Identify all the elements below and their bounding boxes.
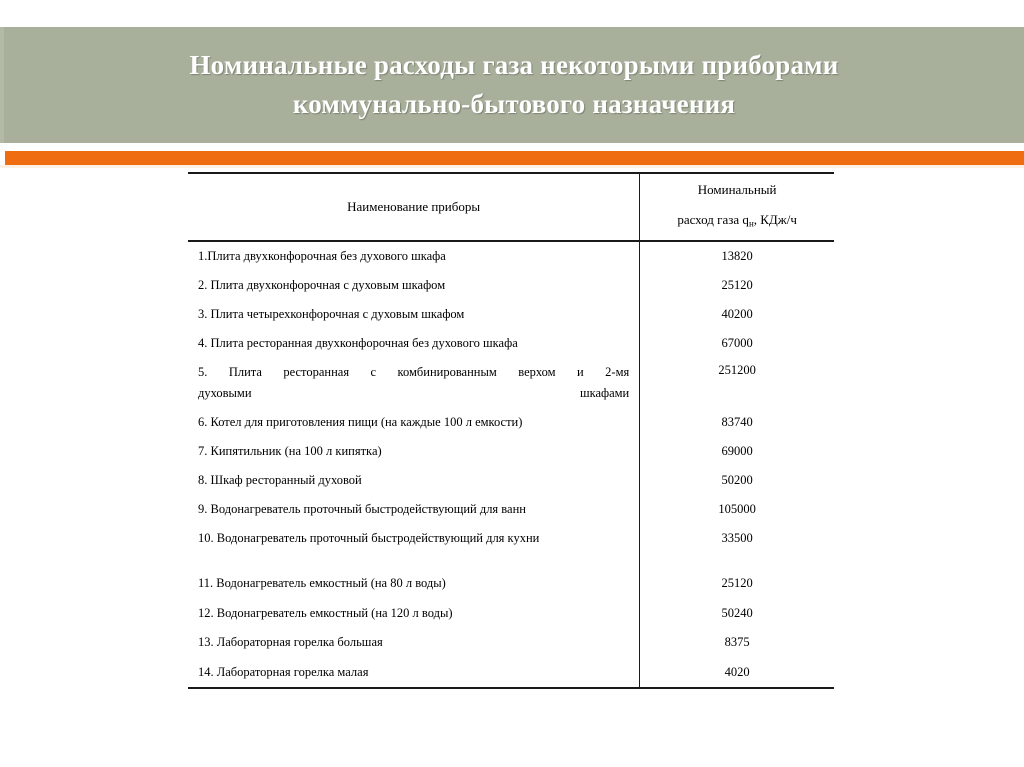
cell-appliance-name: 11. Водонагреватель емкостный (на 80 л воды) bbox=[188, 553, 640, 599]
table-row bbox=[188, 599, 834, 628]
cell-nominal-consumption: 83740 bbox=[721, 415, 753, 429]
table-row bbox=[188, 495, 834, 524]
gas-consumption-table bbox=[188, 172, 834, 689]
cell-appliance-name: 13. Лабораторная горелка большая bbox=[188, 628, 640, 657]
cell-nominal-consumption: 13820 bbox=[721, 249, 753, 263]
cell-nominal-consumption: 8375 bbox=[724, 635, 750, 649]
banner-gap bbox=[0, 143, 1024, 151]
cell-nominal-consumption: 67000 bbox=[721, 336, 753, 350]
cell-appliance-name: 7. Кипятильник (на 100 л кипятка) bbox=[188, 437, 640, 466]
cell-appliance-name: 3. Плита четырехконфорочная с духовым шкафом bbox=[188, 300, 640, 329]
column-header-line-2-suffix: , КДж/ч bbox=[753, 212, 797, 228]
table-row bbox=[188, 657, 834, 688]
table-row bbox=[188, 241, 834, 271]
page-title bbox=[84, 46, 944, 124]
cell-nominal-consumption: 25120 bbox=[721, 278, 753, 292]
cell-appliance-name: 10. Водонагреватель проточный быстродействующий для кухни bbox=[188, 524, 640, 553]
cell-nominal-consumption: 4020 bbox=[640, 657, 834, 688]
cell-appliance-name: 9. Водонагреватель проточный быстродействующий для ванн bbox=[188, 495, 640, 524]
cell-appliance-name bbox=[188, 358, 640, 408]
column-header-line-1: Номинальный bbox=[697, 182, 777, 198]
accent-divider-shadow bbox=[0, 165, 1024, 168]
cell-nominal-consumption: 25120 bbox=[721, 575, 753, 590]
table-row bbox=[188, 358, 834, 408]
cell-appliance-name: 8. Шкаф ресторанный духовой bbox=[188, 466, 640, 495]
cell-appliance-name: 12. Водонагреватель емкостный (на 120 л воды) bbox=[188, 599, 640, 628]
cell-appliance-name: 1.Плита двухконфорочная без духового шкафа bbox=[188, 241, 640, 271]
table-row bbox=[188, 524, 834, 553]
table-row bbox=[188, 437, 834, 466]
table-row bbox=[188, 553, 834, 599]
cell-nominal-consumption: 50200 bbox=[721, 473, 753, 487]
cell-nominal-consumption: 251200 bbox=[718, 363, 756, 377]
table-header-row bbox=[188, 173, 834, 241]
table-row bbox=[188, 329, 834, 358]
table-row bbox=[188, 466, 834, 495]
cell-appliance-name: 6. Котел для приготовления пищи (на каждые 100 л емкости) bbox=[188, 408, 640, 437]
cell-nominal-consumption: 40200 bbox=[721, 307, 753, 321]
gas-consumption-table-wrapper bbox=[188, 172, 834, 689]
column-header-appliance-name: Наименование приборы bbox=[188, 173, 640, 241]
column-header-line-2 bbox=[640, 205, 834, 238]
cell-nominal-consumption: 50240 bbox=[721, 606, 753, 620]
table-row bbox=[188, 408, 834, 437]
title-banner bbox=[0, 27, 1024, 143]
cell-nominal-consumption: 33500 bbox=[721, 531, 753, 545]
cell-nominal-consumption: 69000 bbox=[721, 444, 753, 458]
column-header-line-2-prefix: расход газа q bbox=[677, 212, 749, 228]
cell-appliance-name-line-1: 5. Плита ресторанная с комбинированным верхом и 2-мя bbox=[198, 365, 630, 379]
table-row bbox=[188, 300, 834, 329]
title-line-1: Номинальные расходы газа некоторыми приборами bbox=[189, 50, 839, 80]
cell-nominal-consumption: 105000 bbox=[718, 502, 756, 516]
table-body bbox=[188, 241, 834, 688]
subscript-n: н bbox=[748, 218, 754, 229]
cell-appliance-name: 4. Плита ресторанная двухконфорочная без духового шкафа bbox=[188, 329, 640, 358]
column-header-nominal-consumption bbox=[640, 173, 834, 241]
cell-appliance-name-line-2: духовыми шкафами bbox=[198, 386, 630, 400]
table-row bbox=[188, 271, 834, 300]
table-row bbox=[188, 628, 834, 657]
cell-appliance-name: 2. Плита двухконфорочная с духовым шкафом bbox=[188, 271, 640, 300]
cell-appliance-name: 14. Лабораторная горелка малая bbox=[188, 657, 640, 688]
title-line-2: коммунально-бытового назначения bbox=[292, 89, 736, 119]
accent-divider bbox=[0, 151, 1024, 165]
